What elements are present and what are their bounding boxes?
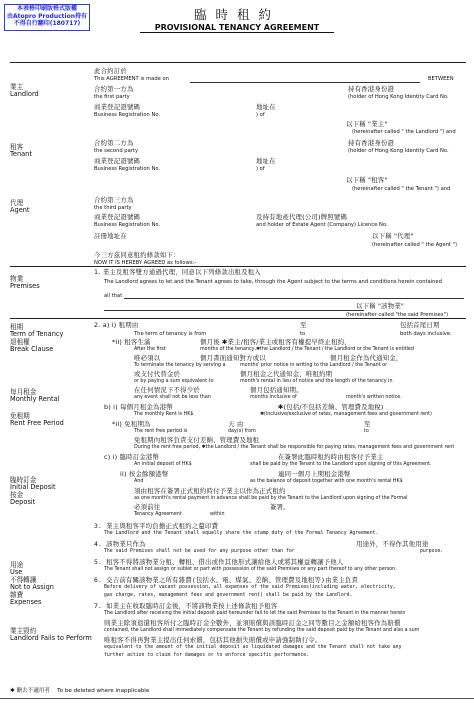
footer-note: ✱ 刪去不適用者 To be deleted where inapplicable — [10, 688, 150, 694]
c2-ii-zh: *ii) 租客生滿 — [112, 338, 151, 346]
clause6-zh: 6. 交吉前有關該物業之所有雜費(包括水、電、煤氣、差餉、管理費及地租等)由業主負責 — [94, 576, 359, 584]
tenant-called-en: (hereinafter called " the Tenant ") and — [352, 186, 451, 192]
c2-terminate2-en: months' prior notice in writing to the Landlord / the Tenant or — [240, 363, 388, 368]
clause6-en2: gas charge, rates, management fees and government rent) shall be paid by the Landlord. — [104, 593, 353, 598]
c2-both-en: both days inclusive. — [400, 331, 452, 337]
c2-only3-zh: 個月租金作為代通知金， — [330, 354, 403, 362]
brn-en-3: Business Registration No. — [94, 222, 161, 228]
c2-cii-en2: as the balance of deposit together with one month's rental HK$ — [250, 479, 403, 484]
party2-zh: 合約第二方為 — [94, 139, 134, 147]
c2-day-en: day(s) from — [228, 429, 256, 434]
clause3-en: The Landlord and the Tenant shall equally share the stamp duty of the Formal Tenancy Agreement. — [104, 531, 379, 536]
c2-to-en: to — [300, 331, 306, 337]
agent-label: 代理 Agent — [10, 199, 30, 215]
party1-en: the first party — [94, 94, 130, 100]
c2-term-en: The term of tenancy is from — [134, 331, 207, 337]
addr-zh-2: 地址在 — [256, 157, 276, 165]
c2-sum2-en: month's rental in lieu of notice and the length of the tenancy in — [240, 379, 393, 384]
c2-ciii-zh: 須由租客在簽署正式租約時付予業主以作為正式租約 — [134, 487, 286, 495]
party2-en: the second party — [94, 148, 139, 154]
c2-to2-zh: 至 — [364, 420, 371, 428]
c2-to-en2: to — [364, 429, 369, 434]
term-label: 租期 Term of Tenancy 退租權 Break Clause — [10, 323, 64, 354]
use-label: 用途 Use 不得轉讓 Not to Assign 雜費 Expenses — [10, 561, 54, 607]
tenant-called-zh: 以下稱 "租客" — [346, 176, 388, 184]
made-zh: 此合約訂於 — [94, 67, 127, 75]
landlord-called-zh: 以下稱 "業主" — [346, 120, 388, 128]
clause4-zh: 4. 該物業只作為 — [94, 540, 146, 548]
c2-within-en: within — [210, 512, 225, 517]
party1-zh: 合約第一方為 — [94, 85, 134, 93]
c2-c2-zh: 在簽署此臨時租約時由租客付予業主 — [278, 453, 384, 461]
estate-zh: 及持有地產代理(公司)牌照號碼 — [256, 213, 348, 221]
between: BETWEEN — [428, 76, 454, 82]
hkid-zh-1: 持有香港身份證 — [348, 85, 395, 93]
c2-must2-zh: 簽署。 — [270, 503, 290, 511]
c2-b2-zh: ✱(包括/不包括差餉、管理費及地稅) — [278, 403, 384, 411]
made-en: This AGREEMENT is made on — [94, 76, 169, 82]
made-date-line[interactable] — [190, 82, 420, 83]
c2-event3-en: month's written notice. — [346, 395, 402, 400]
premises-address-line[interactable] — [124, 298, 464, 299]
party3-zh: 合約第三方為 — [94, 196, 134, 204]
c2-cii2-zh: 連同一個月上期租金港幣 — [278, 470, 351, 478]
rent-free-label: 免租期 Rent Free Period — [10, 412, 64, 428]
c2-b-en2: ✱(inclusive/exclusive of rates, management fees and government rent) — [260, 412, 432, 417]
c2-to-zh: 至 — [300, 321, 307, 329]
clause4-zh2: 用途外，不得作其他用途 — [356, 540, 429, 548]
clause3-zh: 3. 業主與租客平均負擔正式租約之釐印費 — [94, 522, 219, 530]
c2-day-zh: 天 由 — [228, 420, 244, 428]
c2-free-zh: *ii) 免租期為 — [112, 420, 151, 428]
c2-any-zh: 在任何情況下不得少於 — [134, 386, 200, 394]
c2-sum-en: or by paying a sum equivalent to — [134, 379, 214, 384]
c2-ciii-en: as one month's rental payment in advance shall be paid by the Tenant to the Landlord upon signing of the Formal — [134, 496, 408, 501]
landlord-fail-label: 業主毀約 Landlord Fails to Perform — [10, 627, 92, 643]
c2-any2-zh: 個月包括通知期。 — [250, 386, 303, 394]
c2-pay2-zh: 個月租金之代通知金，唯租約期 — [240, 370, 333, 378]
c2-only2-zh: 個月書面通知對方或以 — [200, 354, 266, 362]
c2-during-en: During the rent free period, ✱the Landlord / the Tenant shall be responsible for paying rates, management fees and government rent — [134, 445, 455, 450]
addr-zh-1: 地址在 — [256, 103, 276, 111]
clause7-en: The Landlord after receiving the initial deposit paid hereunder fail to let the said Premises to the Tenant in the manner herein — [104, 611, 406, 616]
clause5-zh: 5. 租客不得將該物業分租、轉租、借出或作其他形式讓給他人或將其權益轉讓予他人 — [94, 558, 344, 566]
stamp-line-3: 不得自行翻印(180717) — [13, 20, 81, 28]
agree-en: NOW IT IS HEREBY AGREED as follows:- — [94, 260, 197, 266]
c2-c-zh: c) i) 臨時訂金港幣 — [104, 453, 160, 461]
c2-cii-zh: ii) 按金餘額港幣 — [120, 470, 169, 478]
of-1: ) of — [256, 112, 265, 118]
clause5-en: The Tenant shall not assign or sublet or part with possession of the said Premises or any part thereof to any other person. — [104, 567, 397, 572]
premises-label: 物業 Premises — [10, 275, 40, 291]
of-2: ) of — [256, 166, 265, 172]
c2-a-zh: 2. a) i) 租期由 — [94, 321, 139, 329]
brn-en-1: Business Registration No. — [94, 112, 161, 118]
c2-after2-en: months of the tenancy,✱the Landlord / the Tenant / the Landlord or the Tenant is entitled — [200, 347, 414, 352]
clause1-en: The Landlord agrees to let and the Tenant agrees to take, through the Agent subject to the terms and conditions herein contained — [104, 279, 442, 285]
clause6-en: Before delivery of vacant possession, all expenses of the said Premises(including water, electricity, — [104, 585, 396, 590]
hkid-zh-2: 持有香港身份證 — [348, 139, 395, 147]
clause1-zh: 1. 業主及租客雙方通過代理，同意以下列條款出租及租入 — [94, 268, 261, 276]
c2-pay-zh: 或支付代替金於 — [134, 370, 181, 378]
clause7-en2: contained, the Landlord shall immediately compensate the Tenant by refunding the said deposit paid by the Tenant and also a sum — [104, 628, 420, 633]
hkid-en-2: (holder of Hong Kong Identity Card No. — [348, 148, 449, 154]
clause4-en2: purpose. — [420, 549, 444, 554]
stamp-line-1: 本表格印刷版格式版權 — [16, 5, 77, 12]
c2-after-en: After the first — [134, 347, 166, 352]
estate-en: and holder of Estate Agent (Company) Licence No. — [256, 222, 388, 228]
divider — [10, 62, 466, 63]
premises-called-zh: 以下稱 "該物業" — [356, 302, 405, 310]
brn-zh-3: 商業登記證號碼 — [94, 213, 141, 221]
agent-called-zh: 以下稱 "代理" — [372, 232, 414, 240]
clause7-zh2: 則業主除須退還租客所付之臨時訂金全數外，並須賠償與該臨時訂金之同等數目之金額給租客作為賠償 — [104, 619, 401, 627]
reg-addr-zh: 註冊地址在 — [94, 232, 127, 240]
c2-terminate-en: To terminate the tenancy by serving a — [134, 363, 226, 368]
c2-b-zh: b) i) 每個月租金為港幣 — [104, 403, 173, 411]
clause4-en: The said Premises shall not be used for any purpose other than for — [104, 549, 295, 554]
rent-label: 每月租金 Monthly Rental — [10, 388, 60, 404]
c2-ii-b-zh: 個月後 ✱業主/租客/業主或租客有權提早終止租約， — [200, 338, 351, 346]
c2-during-zh: 免租期內租客負責支付差餉、管理費及地租 — [134, 436, 260, 444]
clause7-en4: further action to claim for damages or to enforce specific performance. — [104, 653, 310, 658]
divider — [10, 318, 466, 319]
brn-en-2: Business Registration No. — [94, 166, 161, 172]
c2-event-en: any event shall not be less than — [134, 395, 211, 400]
party3-en: the third party — [94, 205, 132, 211]
landlord-called-en: (hereinafter called " the Landlord ") and — [352, 129, 456, 135]
c2-event2-en: months inclusive of — [250, 395, 297, 400]
divider — [10, 266, 466, 267]
c2-tenancy-en: Tenancy Agreement — [134, 512, 182, 517]
c2-both-zh: 包括首尾日期 — [400, 321, 440, 329]
hkid-en-1: (holder of Hong Kong Identity Card No. — [348, 94, 449, 100]
clause7-en3: equivalent to the amount of the initial deposit as liquidated damages and the Tenant shall not take any — [104, 645, 402, 650]
brn-zh-2: 商業登記證號碼 — [94, 157, 141, 165]
c2-must-zh: 必須前往 — [134, 503, 161, 511]
copyright-stamp — [4, 4, 90, 31]
c2-cii-en: And — [134, 479, 144, 484]
title-english: PROVISIONAL TENANCY AGREEMENT — [140, 23, 334, 33]
tenant-label: 租客 Tenant — [10, 143, 32, 159]
c2-only-zh: 唯必須以 — [134, 354, 161, 362]
c2-free-en: The rent free period is — [134, 429, 188, 434]
agree-zh: 今三方茲同意租約條款如下： — [94, 251, 180, 259]
bottom-rule — [0, 698, 474, 699]
title-chinese: 臨時租約 — [193, 7, 280, 22]
premises-address-line-2[interactable] — [104, 310, 364, 311]
c2-c-en: An initial deposit of HK$ — [134, 462, 192, 467]
clause1-that: all that — [104, 293, 123, 299]
agent-called-en: (hereinafter called " the Agent ") — [372, 242, 458, 248]
stamp-line-2: 由Atopro Production持有 — [6, 12, 88, 20]
brn-zh-1: 商業登記證號碼 — [94, 103, 141, 111]
deposit-label: 臨時訂金 Initial Deposit 按金 Deposit — [10, 476, 56, 507]
clause7-zh3: 唯租客不得再對業主提出任何索償，包括其他損失賠償或申請強制執行令。 — [104, 636, 322, 644]
c2-c-en2: shall be paid by the Tenant to the Landlord upon signing of this Agreement. — [250, 462, 432, 467]
landlord-label: 業主 Landlord — [10, 83, 39, 99]
clause7-zh: 7. 如業主在收取臨時訂金後，不將該物業按上述條款租予租客 — [94, 602, 278, 610]
premises-called-en: (hereinafter called "the said Premises") — [346, 312, 448, 318]
c2-b-en: The monthly Rent is HK$ — [134, 412, 194, 417]
